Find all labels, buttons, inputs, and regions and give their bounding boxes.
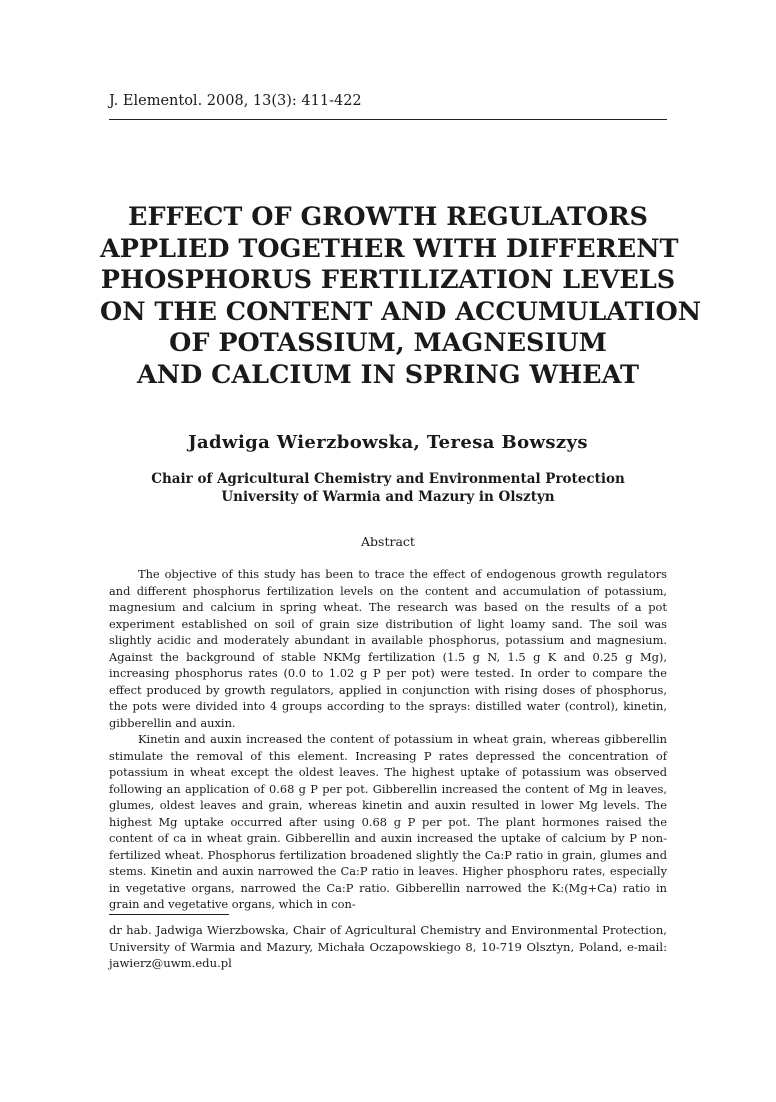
affiliation: [100, 470, 676, 506]
title-line: ON THE CONTENT AND ACCUMULATION: [100, 296, 702, 327]
abstract-heading: Abstract: [361, 534, 415, 549]
title-line: OF POTASSIUM, MAGNESIUM: [169, 328, 607, 358]
paper-title: [100, 202, 702, 391]
author-footnote: dr hab. Jadwiga Wierzbowska, Chair of Agricultural Chemistry and Environmental Protection, University of Warmia and Mazury, Michała Oczapowskiego 8, 10-719 Olsztyn, Poland, e-mail: jawierz@uwm.edu.pl: [109, 923, 667, 970]
header-rule: [109, 119, 667, 120]
title-line: APPLIED TOGETHER WITH DIFFERENT: [100, 233, 679, 264]
title-line: AND CALCIUM IN SPRING WHEAT: [137, 359, 639, 390]
footnote-rule: [109, 914, 229, 915]
abstract-paragraph: Kinetin and auxin increased the content of potassium in wheat grain, whereas gibberellin stimulate the removal of this element. Increasing P rates depressed the concentration of potassium in wheat except the oldest leaves. The highest uptake of potassium was observed following an application of 0.68 g P per pot. Gibberellin increased the content of Mg in leaves, glumes, oldest leaves and grain, whereas kinetin and auxin resulted in lower Mg levels. The highest Mg uptake occurred after using 0.68 g P per pot. The plant hormones raised the content of ca in wheat grain. Gibberellin and auxin increased the uptake of calcium by P non-fertilized wheat. Phosphorus fertilization broadened slightly the Ca:P ratio in grain, glumes and stems. Kinetin and auxin narrowed the Ca:P ratio in leaves. Higher phosphoru rates, especially in vegetative organs, narrowed the Ca:P ratio. Gibberellin narrowed the K:(Mg+Ca) ratio in grain and vegetative organs, which in con-: [109, 732, 667, 911]
affiliation-line: Chair of Agricultural Chemistry and Environmental Protection: [151, 471, 625, 487]
title-line: EFFECT OF GROWTH REGULATORS: [128, 202, 648, 232]
authors: Jadwiga Wierzbowska, Teresa Bowszys: [188, 432, 588, 453]
journal-citation: J. Elementol. 2008, 13(3): 411-422: [109, 93, 362, 109]
affiliation-line: University of Warmia and Mazury in Olsztyn: [221, 489, 555, 505]
abstract-paragraph: The objective of this study has been to trace the effect of endogenous growth regulators and different phosphorus fertilization levels on the content and accumulation of potassium, magnesium and calcium in spring wheat. The research was based on the results of a pot experiment established on soil of grain size distribution of light loamy sand. The soil was slightly acidic and moderately abundant in available phosphorus, potassium and magnesium. Against the background of stable NKMg fertilization (1.5 g N, 1.5 g K and 0.25 g Mg), increasing phosphorus rates (0.0 to 1.02 g P per pot) were tested. In order to compare the effect produced by growth regulators, applied in conjunction with rising doses of phosphorus, the pots were divided into 4 groups according to the sprays: distilled water (control), kinetin, gibberellin and auxin.: [109, 567, 667, 730]
title-line: PHOSPHORUS FERTILIZATION LEVELS: [100, 265, 676, 295]
abstract-body: [109, 566, 667, 913]
